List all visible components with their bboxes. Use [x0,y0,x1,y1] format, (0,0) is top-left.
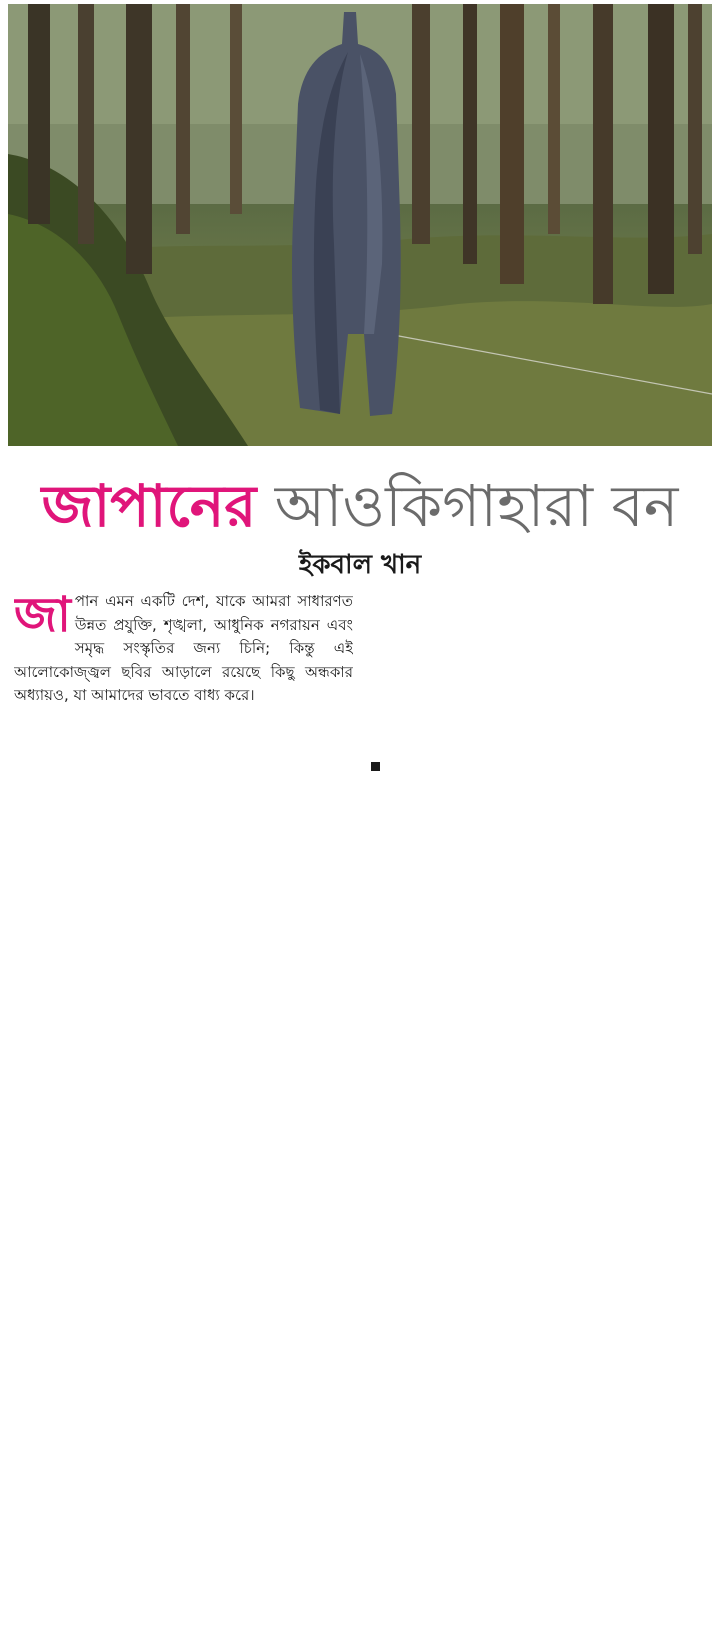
paragraph: পান এমন একটি দেশ, যাকে আমরা সাধারণত উন্নত প্রযুক্তি, শৃঙ্খলা, আধুনিক নগরায়ন এবং সমৃদ্ধ সংস্কৃতির জন্য চিনি; কিন্তু এই আলোকোজ্জ্বল ছবির আড়ালে রয়েছে কিছু অন্ধকার অধ্যায়ও, যা আমাদের ভাবতে বাধ্য করে। [14,592,353,705]
right-column [367,590,706,1615]
dropcap: জা [14,590,71,643]
article-title [0,468,720,544]
left-column [14,590,353,1615]
paragraph [367,684,706,708]
paragraph [367,732,706,756]
article-body [14,590,706,1615]
paragraph [14,755,353,779]
paragraph [14,802,353,826]
article-title-part1: জাপানের [41,472,257,540]
paragraph [14,732,353,756]
paragraph [14,708,353,732]
paragraph [367,637,706,661]
paragraph [14,779,353,803]
article-photo [8,4,712,446]
paragraph [367,614,706,638]
article-title-part2: আওকিগাহারা বন [274,472,679,540]
paragraph [367,590,706,614]
hanging-coat-in-forest-icon [8,4,712,446]
article-author: ইকবাল খান [298,550,422,580]
paragraph [367,661,706,685]
paragraph [14,826,353,850]
end-of-article-icon [371,762,380,771]
paragraph [367,708,706,732]
